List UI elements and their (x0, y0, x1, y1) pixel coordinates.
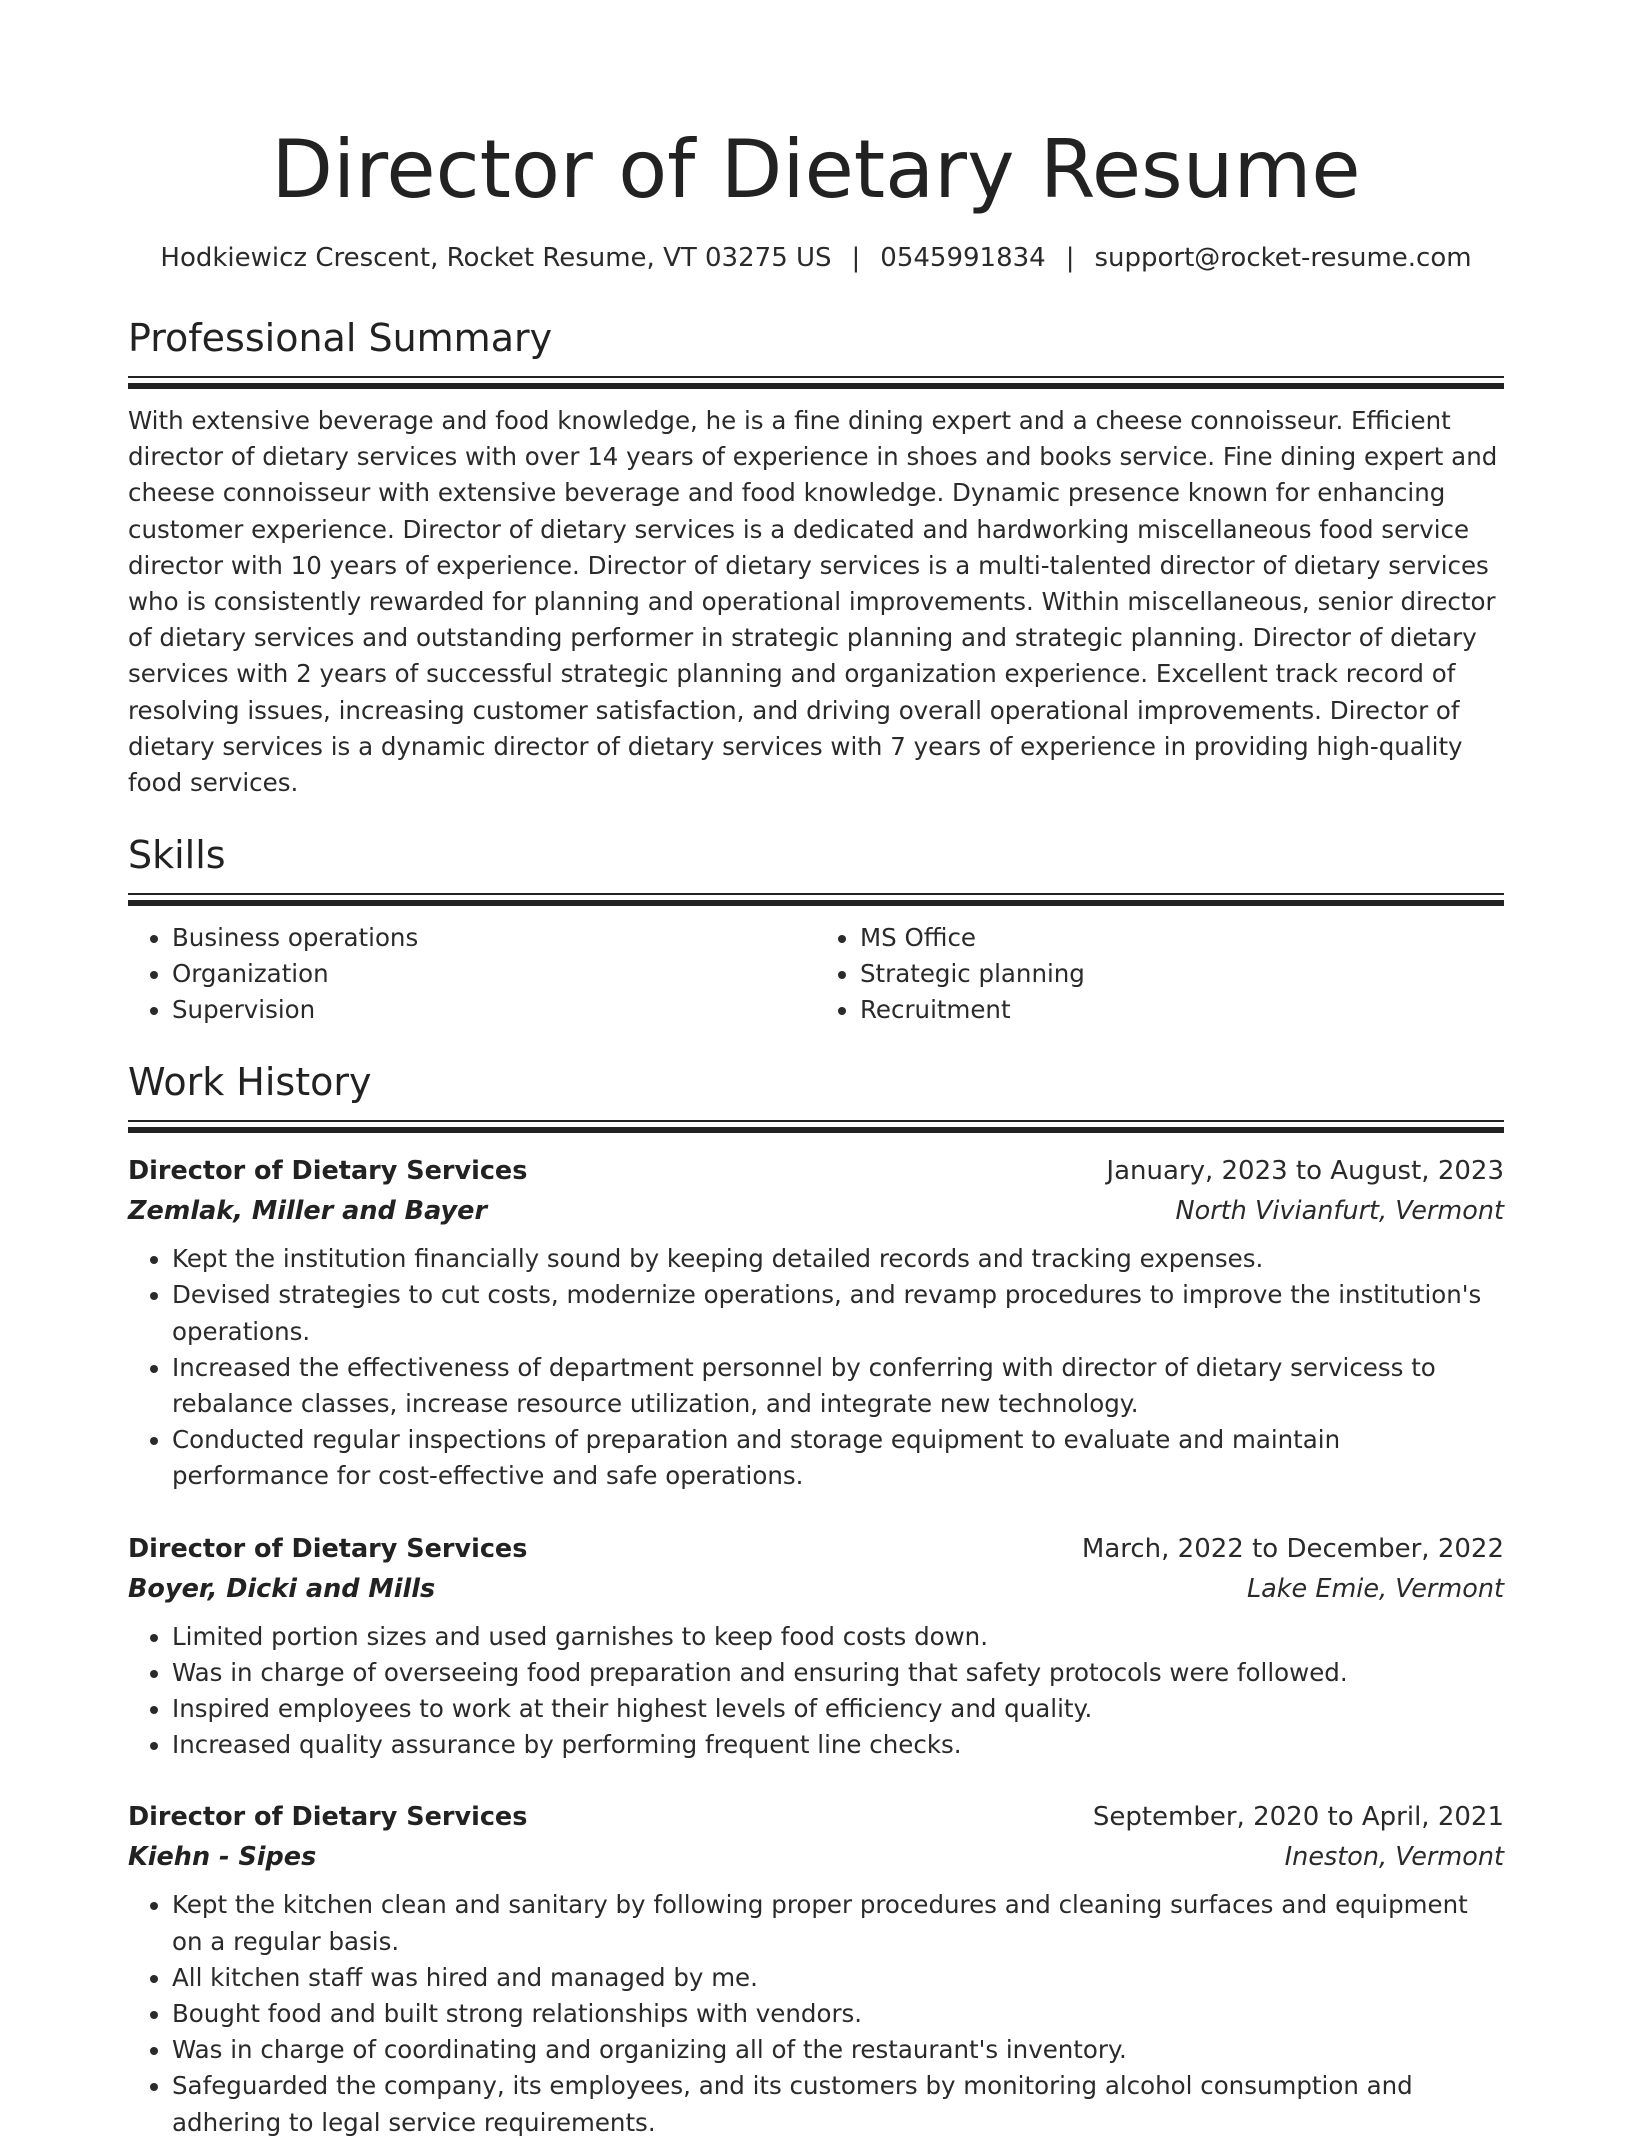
section-divider (128, 893, 1504, 906)
section-divider (128, 376, 1504, 389)
skill-item: • Business operations (172, 920, 816, 956)
job-bullets (128, 1241, 1504, 1494)
job-bullets (128, 1887, 1504, 2140)
resume-title: Director of Dietary Resume (271, 123, 1361, 216)
job-bullets (128, 1619, 1504, 1764)
job-dates: January, 2023 to August, 2023 (1106, 1156, 1504, 1187)
job-bullet: • Limited portion sizes and used garnishes to keep food costs down. (172, 1619, 1504, 1655)
skills-section (128, 831, 1504, 1028)
job-company: Kiehn - Sipes (128, 1842, 317, 1873)
job-bullet: • Was in charge of coordinating and organizing all of the restaurant's inventory. (172, 2032, 1504, 2068)
job-entry (128, 1529, 1504, 1764)
section-divider (128, 1120, 1504, 1133)
skills-column-right (816, 920, 1504, 1028)
job-company: Zemlak, Miller and Bayer (128, 1196, 488, 1227)
job-title: Director of Dietary Services (128, 1802, 528, 1833)
contact-separator: | (1065, 243, 1075, 273)
job-company: Boyer, Dicki and Mills (128, 1573, 436, 1604)
section-title-skills: Skills (128, 833, 226, 878)
contact-phone: 0545991834 (880, 243, 1046, 273)
contact-address: Hodkiewicz Crescent, Rocket Resume, VT 03275 US (160, 243, 832, 273)
section-title-summary: Professional Summary (128, 316, 553, 360)
job-title: Director of Dietary Services (128, 1156, 528, 1187)
summary-section (128, 314, 1504, 801)
section-title-work-history: Work History (128, 1060, 372, 1105)
job-bullet: • Increased quality assurance by performing frequent line checks. (172, 1727, 1504, 1763)
work-history-section (128, 1058, 1504, 2141)
job-bullet: • Increased the effectiveness of department personnel by conferring with director of dietary servicess to rebalance classes, increase resource utilization, and integrate new technology. (172, 1350, 1504, 1422)
job-entry (128, 1151, 1504, 1494)
skill-item: • MS Office (860, 920, 1504, 956)
job-bullet: • Conducted regular inspections of preparation and storage equipment to evaluate and maintain performance for cost-effective and safe operations. (172, 1422, 1504, 1494)
job-location: North Vivianfurt, Vermont (1175, 1196, 1504, 1227)
job-bullet: • Kept the institution financially sound by keeping detailed records and tracking expenses. (172, 1241, 1504, 1277)
job-dates: September, 2020 to April, 2021 (1092, 1802, 1504, 1833)
summary-text: With extensive beverage and food knowledge, he is a fine dining expert and a cheese connoisseur. Efficient director of dietary services with over 14 years of experience in shoes and books service. Fine dining expert and cheese connoisseur with extensive beverage and food knowledge. Dynamic presence known for enhancing customer experience. Director of dietary services is a dedicated and hardworking miscellaneous food service director with 10 years of experience. Director of dietary services is a multi-talented director of dietary services who is consistently rewarded for planning and operational improvements. Within miscellaneous, senior director of dietary services and outstanding performer in strategic planning and strategic planning. Director of dietary services with 2 years of successful strategic planning and organization experience. Excellent track record of resolving issues, increasing customer satisfaction, and driving overall operational improvements. Director of dietary services is a dynamic director of dietary services with 7 years of experience in providing high-quality food services. (128, 406, 1498, 798)
job-location: Lake Emie, Vermont (1246, 1573, 1504, 1604)
job-bullet: • Bought food and built strong relationships with vendors. (172, 1996, 1504, 2032)
skill-item: • Strategic planning (860, 956, 1504, 992)
job-bullet: • Devised strategies to cut costs, modernize operations, and revamp procedures to improve the institution's operations. (172, 1277, 1504, 1349)
contact-separator: | (851, 243, 861, 273)
job-bullet: • Was in charge of overseeing food preparation and ensuring that safety protocols were followed. (172, 1655, 1504, 1691)
contact-line (128, 240, 1504, 276)
skill-item: • Organization (172, 956, 816, 992)
skills-column-left (128, 920, 816, 1028)
skill-item: • Supervision (172, 992, 816, 1028)
job-title: Director of Dietary Services (128, 1533, 528, 1564)
job-bullet: • Kept the kitchen clean and sanitary by following proper procedures and cleaning surfaces and equipment on a regular basis. (172, 1887, 1504, 1959)
job-bullet: • Safeguarded the company, its employees, and its customers by monitoring alcohol consumption and adhering to legal service requirements. (172, 2068, 1504, 2140)
job-dates: March, 2022 to December, 2022 (1081, 1533, 1504, 1564)
job-location: Ineston, Vermont (1284, 1842, 1504, 1873)
contact-email: support@rocket-resume.com (1094, 243, 1472, 273)
skill-item: • Recruitment (860, 992, 1504, 1028)
job-entry (128, 1797, 1504, 2140)
skills-list (128, 920, 1504, 1028)
job-bullet: • Inspired employees to work at their highest levels of efficiency and quality. (172, 1691, 1504, 1727)
job-bullet: • All kitchen staff was hired and managed by me. (172, 1960, 1504, 1996)
